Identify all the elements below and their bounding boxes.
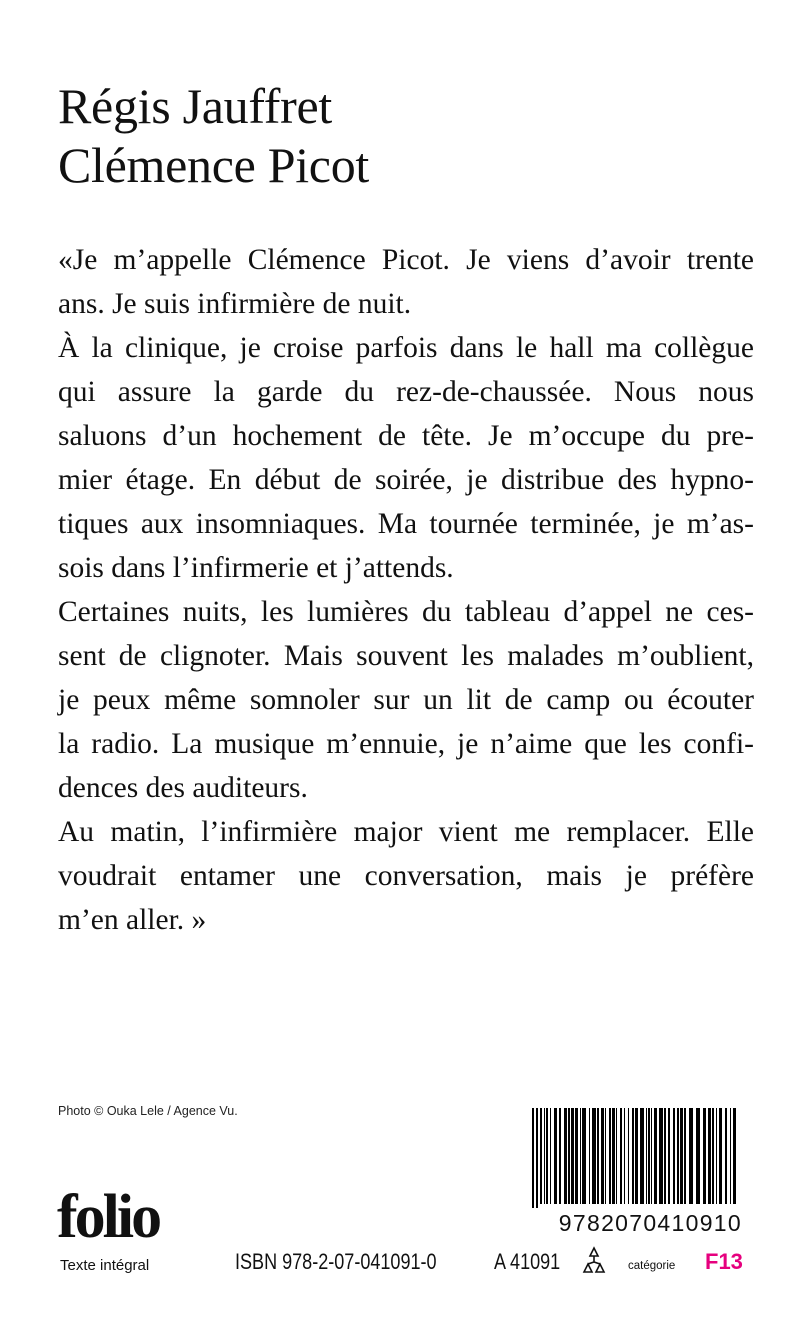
category-label: catégorie (628, 1260, 676, 1272)
barcode-bars (532, 1108, 742, 1208)
book-title: Clémence Picot (58, 137, 369, 193)
folio-emblem-icon (578, 1245, 610, 1277)
back-cover-blurb (58, 238, 754, 942)
blurb-line: Au matin, l’infirmière major vient me remplacer. Elle (58, 816, 754, 848)
blurb-line: la radio. La musique m’ennuie, je n’aime que les confi- (58, 728, 754, 760)
blurb-line: tiques aux insomniaques. Ma tournée terminée, je m’as- (58, 508, 754, 540)
article-code: A 41091 (494, 1249, 561, 1274)
blurb-paragraph (58, 590, 754, 810)
blurb-line: À la clinique, je croise parfois dans le hall ma collègue (58, 332, 754, 364)
blurb-line: qui assure la garde du rez-de-chaussée. Nous nous (58, 376, 754, 408)
blurb-line: je peux même somnoler sur un lit de camp ou écouter (58, 684, 754, 716)
blurb-line: dences des auditeurs. (58, 772, 308, 804)
photo-credit: Photo © Ouka Lele / Agence Vu. (58, 1104, 238, 1118)
isbn: ISBN 978-2-07-041091-0 (235, 1249, 437, 1274)
folio-logo: folio (57, 1183, 160, 1251)
category-code: F13 (705, 1249, 743, 1274)
blurb-line: mier étage. En début de soirée, je distribue des hypno- (58, 464, 754, 496)
blurb-line: ans. Je suis infirmière de nuit. (58, 288, 412, 320)
blurb-paragraph (58, 810, 754, 942)
blurb-paragraph (58, 238, 754, 326)
blurb-line: sois dans l’infirmerie et j’attends. (58, 552, 454, 584)
blurb-line: Certaines nuits, les lumières du tableau d’appel ne ces- (58, 596, 754, 628)
blurb-line: «Je m’appelle Clémence Picot. Je viens d’avoir trente (58, 244, 754, 276)
blurb-line: m’en aller. » (58, 904, 207, 936)
author-name: Régis Jauffret (58, 78, 332, 134)
blurb-line: saluons d’un hochement de tête. Je m’occupe du pre- (58, 420, 754, 452)
blurb-line: voudrait entamer une conversation, mais je préfère (58, 860, 754, 892)
collection-label: Texte intégral (60, 1257, 150, 1274)
blurb-paragraph (58, 326, 754, 590)
blurb-line: sent de clignoter. Mais souvent les malades m’oublient, (58, 640, 754, 672)
barcode-number: 9782070410910 (558, 1210, 742, 1236)
